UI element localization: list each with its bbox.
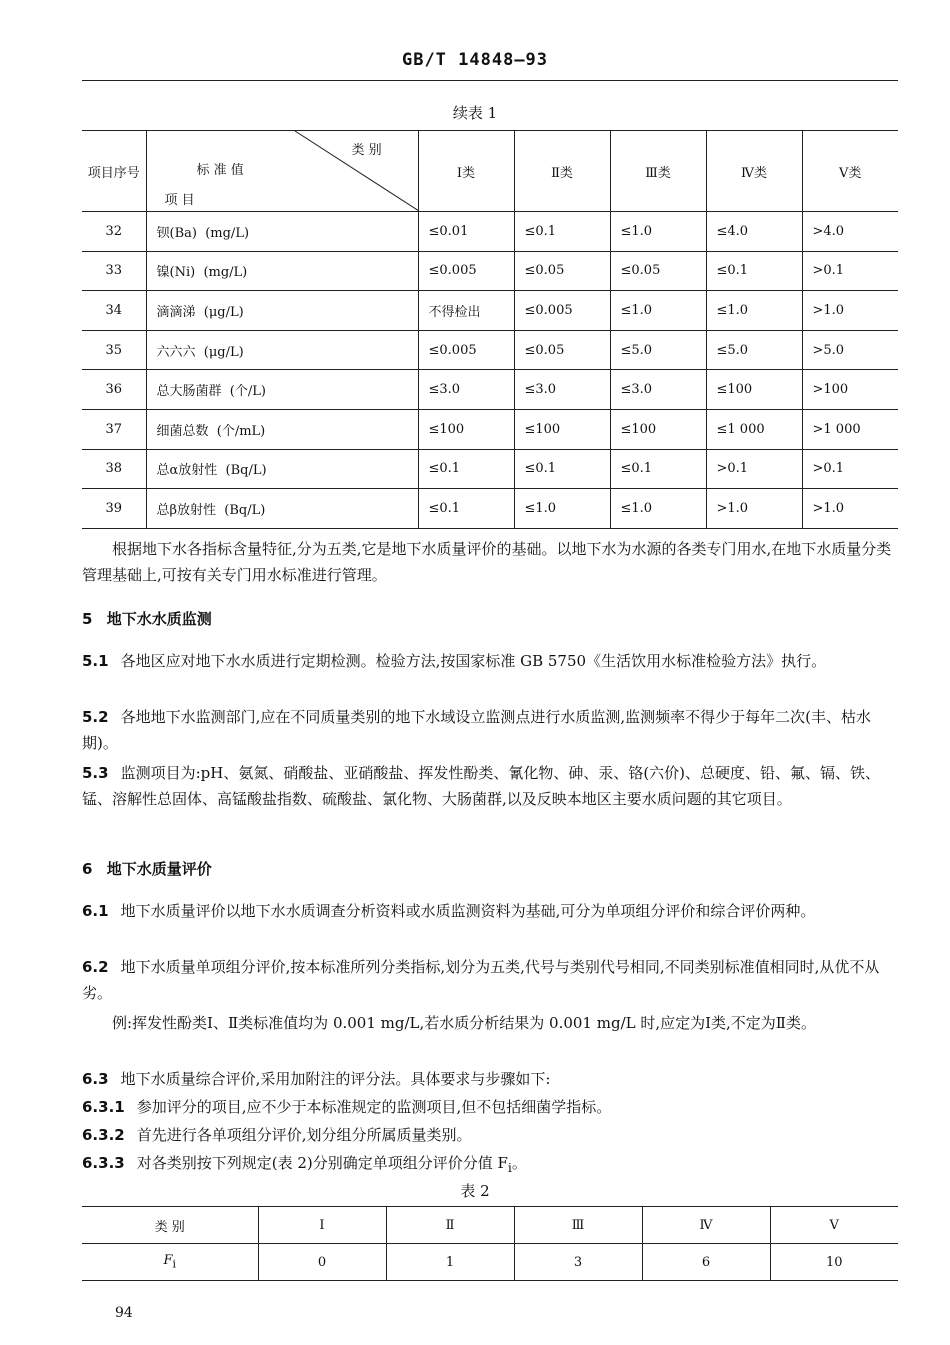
row-item-number: 38 — [82, 449, 146, 489]
clause-text: 首先进行各单项组分评价,划分组分所属质量类别。 — [136, 1126, 472, 1144]
table2-value-4: 6 — [642, 1244, 770, 1281]
table2-class-label: 类 别 — [82, 1207, 258, 1244]
row-item-number: 34 — [82, 291, 146, 331]
row-class-3-value: ≤1.0 — [610, 291, 706, 331]
table-row — [82, 449, 898, 489]
row-class-1-value: ≤3.0 — [418, 370, 514, 410]
table2-value-1: 0 — [258, 1244, 386, 1281]
header-class-3: Ⅲ类 — [610, 131, 706, 212]
row-class-3-value: ≤1.0 — [610, 489, 706, 529]
row-class-3-value: ≤0.1 — [610, 449, 706, 489]
row-class-3-value: ≤100 — [610, 409, 706, 449]
clause-text: 监测项目为:pH、氨氮、硝酸盐、亚硝酸盐、挥发性酚类、氰化物、砷、汞、铬(六价)、总硬度、铅、氟、镉、铁、锰、溶解性总固体、高锰酸盐指数、硫酸盐、氯化物、大肠菌群,以及反映本地区主要水质问题的其它项目。 — [82, 764, 881, 808]
row-class-2-value: ≤100 — [514, 409, 610, 449]
clause-text: 对各类别按下列规定(表 2)分别确定单项组分评价分值 F — [136, 1154, 508, 1172]
row-class-3-value: ≤0.05 — [610, 251, 706, 291]
clause-number: 6.3 — [82, 1070, 109, 1088]
table2-caption: 表 2 — [460, 1182, 490, 1200]
header-rule — [82, 80, 898, 81]
row-class-4-value: ≤0.1 — [706, 251, 802, 291]
table2-value-2: 1 — [386, 1244, 514, 1281]
row-item-number: 35 — [82, 330, 146, 370]
clause-text: 各地地下水监测部门,应在不同质量类别的地下水域设立监测点进行水质监测,监测频率不得少于每年二次(丰、枯水期)。 — [82, 708, 871, 752]
table2-class-3: Ⅲ — [514, 1207, 642, 1244]
intro-paragraph: 根据地下水各指标含量特征,分为五类,它是地下水质量评价的基础。以地下水为水源的各类专门用水,在地下水质量分类管理基础上,可按有关专门用水标准进行管理。 — [82, 540, 892, 584]
row-class-5-value: >100 — [802, 370, 898, 410]
row-item-number: 36 — [82, 370, 146, 410]
row-class-5-value: >1.0 — [802, 489, 898, 529]
row-class-5-value: >0.1 — [802, 449, 898, 489]
row-class-5-value: >1 000 — [802, 409, 898, 449]
table-row — [82, 291, 898, 331]
row-class-3-value: ≤5.0 — [610, 330, 706, 370]
row-class-2-value: ≤1.0 — [514, 489, 610, 529]
section-5-heading — [82, 606, 898, 632]
clause-number: 6.3.2 — [82, 1126, 125, 1144]
subscript-i: i — [507, 1160, 512, 1175]
row-class-2-value: ≤0.005 — [514, 291, 610, 331]
row-class-5-value: >4.0 — [802, 212, 898, 252]
clause-6-2 — [82, 954, 898, 1006]
row-class-3-value: ≤1.0 — [610, 212, 706, 252]
clause-number: 6.2 — [82, 958, 109, 976]
row-item-name: 滴滴涕 (μg/L) — [146, 291, 418, 331]
table-row — [82, 370, 898, 410]
header-class-label: 类 别 — [351, 143, 382, 158]
row-class-4-value: ≤4.0 — [706, 212, 802, 252]
row-class-4-value: ≤1.0 — [706, 291, 802, 331]
table1-header-row — [82, 131, 898, 212]
row-class-2-value: ≤0.05 — [514, 330, 610, 370]
table1-caption: 续表 1 — [452, 104, 498, 122]
row-item-number: 33 — [82, 251, 146, 291]
table2-value-row — [82, 1244, 898, 1281]
clause-6-3-3 — [82, 1150, 898, 1181]
clause-text: 地下水质量单项组分评价,按本标准所列分类指标,划分为五类,代号与类别代号相同,不同类别标准值相同时,从优不从劣。 — [82, 958, 880, 1002]
row-item-name: 六六六 (μg/L) — [146, 330, 418, 370]
table-row — [82, 212, 898, 252]
table-row — [82, 409, 898, 449]
header-diagonal-cell — [146, 131, 418, 212]
clause-number: 6.3.3 — [82, 1154, 125, 1172]
clause-6-3-2 — [82, 1122, 898, 1148]
row-class-4-value: >1.0 — [706, 489, 802, 529]
clause-number: 6.3.1 — [82, 1098, 125, 1116]
header-class-2: Ⅱ类 — [514, 131, 610, 212]
section-number: 5 — [82, 610, 93, 628]
row-item-number: 39 — [82, 489, 146, 529]
header-item-label: 项 目 — [164, 193, 195, 208]
row-class-1-value: ≤0.005 — [418, 330, 514, 370]
table-row — [82, 251, 898, 291]
table2-header-row — [82, 1207, 898, 1244]
row-item-name: 细菌总数 (个/mL) — [146, 409, 418, 449]
row-class-3-value: ≤3.0 — [610, 370, 706, 410]
row-class-2-value: ≤0.1 — [514, 449, 610, 489]
clause-6-3 — [82, 1066, 898, 1092]
table-row — [82, 330, 898, 370]
section-number: 6 — [82, 860, 93, 878]
section-6-heading — [82, 856, 898, 882]
row-item-number: 37 — [82, 409, 146, 449]
clause-text: 地下水质量评价以地下水水质调查分析资料或水质监测资料为基础,可分为单项组分评价和综合评价两种。 — [120, 902, 816, 920]
row-item-number: 32 — [82, 212, 146, 252]
table2-fi-label — [82, 1244, 258, 1281]
row-item-name: 钡(Ba) (mg/L) — [146, 212, 418, 252]
table2-class-2: Ⅱ — [386, 1207, 514, 1244]
table2-class-1: Ⅰ — [258, 1207, 386, 1244]
row-class-4-value: ≤1 000 — [706, 409, 802, 449]
fi-subscript: i — [172, 1257, 176, 1271]
row-item-name: 总大肠菌群 (个/L) — [146, 370, 418, 410]
header-class-4: Ⅳ类 — [706, 131, 802, 212]
example-paragraph: 例:挥发性酚类Ⅰ、Ⅱ类标准值均为 0.001 mg/L,若水质分析结果为 0.001 mg/L 时,应定为Ⅰ类,不定为Ⅱ类。 — [112, 1014, 817, 1032]
row-class-5-value: >5.0 — [802, 330, 898, 370]
row-class-1-value: ≤0.1 — [418, 489, 514, 529]
clause-number: 6.1 — [82, 902, 109, 920]
clause-6-1 — [82, 898, 898, 924]
clause-6-3-1 — [82, 1094, 898, 1120]
clause-5-2 — [82, 704, 898, 756]
clause-text: 参加评分的项目,应不少于本标准规定的监测项目,但不包括细菌学指标。 — [136, 1098, 612, 1116]
row-class-1-value: ≤100 — [418, 409, 514, 449]
row-class-4-value: ≤100 — [706, 370, 802, 410]
row-item-name: 总α放射性 (Bq/L) — [146, 449, 418, 489]
table1-continued — [82, 130, 898, 529]
clause-5-1 — [82, 648, 898, 674]
row-class-2-value: ≤0.05 — [514, 251, 610, 291]
row-class-1-value: 不得检出 — [418, 291, 514, 331]
clause-end: 。 — [511, 1154, 527, 1172]
clause-text: 各地区应对地下水水质进行定期检测。检验方法,按国家标准 GB 5750《生活饮用水标准检验方法》执行。 — [120, 652, 827, 670]
row-class-2-value: ≤3.0 — [514, 370, 610, 410]
clause-number: 5.1 — [82, 652, 109, 670]
header-class-1: Ⅰ类 — [418, 131, 514, 212]
table2-class-5: Ⅴ — [770, 1207, 898, 1244]
table-row — [82, 489, 898, 529]
clause-5-3 — [82, 760, 898, 812]
table2-class-4: Ⅳ — [642, 1207, 770, 1244]
header-item-no: 项目序号 — [82, 131, 146, 212]
fi-symbol: F — [163, 1253, 173, 1269]
clause-number: 5.3 — [82, 764, 109, 782]
table2-scores — [82, 1206, 898, 1281]
row-class-1-value: ≤0.1 — [418, 449, 514, 489]
header-standard-label: 标 准 值 — [196, 163, 244, 178]
standard-code-header: GB/T 14848—93 — [401, 50, 549, 70]
row-class-1-value: ≤0.005 — [418, 251, 514, 291]
row-class-2-value: ≤0.1 — [514, 212, 610, 252]
row-item-name: 镍(Ni) (mg/L) — [146, 251, 418, 291]
clause-number: 5.2 — [82, 708, 109, 726]
header-class-5: Ⅴ类 — [802, 131, 898, 212]
section-title: 地下水水质监测 — [106, 610, 212, 628]
row-class-1-value: ≤0.01 — [418, 212, 514, 252]
table2-value-5: 10 — [770, 1244, 898, 1281]
page-number: 94 — [115, 1305, 133, 1321]
row-class-5-value: >0.1 — [802, 251, 898, 291]
row-class-4-value: >0.1 — [706, 449, 802, 489]
row-class-5-value: >1.0 — [802, 291, 898, 331]
section-title: 地下水质量评价 — [106, 860, 212, 878]
clause-text: 地下水质量综合评价,采用加附注的评分法。具体要求与步骤如下: — [120, 1070, 551, 1088]
table2-value-3: 3 — [514, 1244, 642, 1281]
row-item-name: 总β放射性 (Bq/L) — [146, 489, 418, 529]
row-class-4-value: ≤5.0 — [706, 330, 802, 370]
